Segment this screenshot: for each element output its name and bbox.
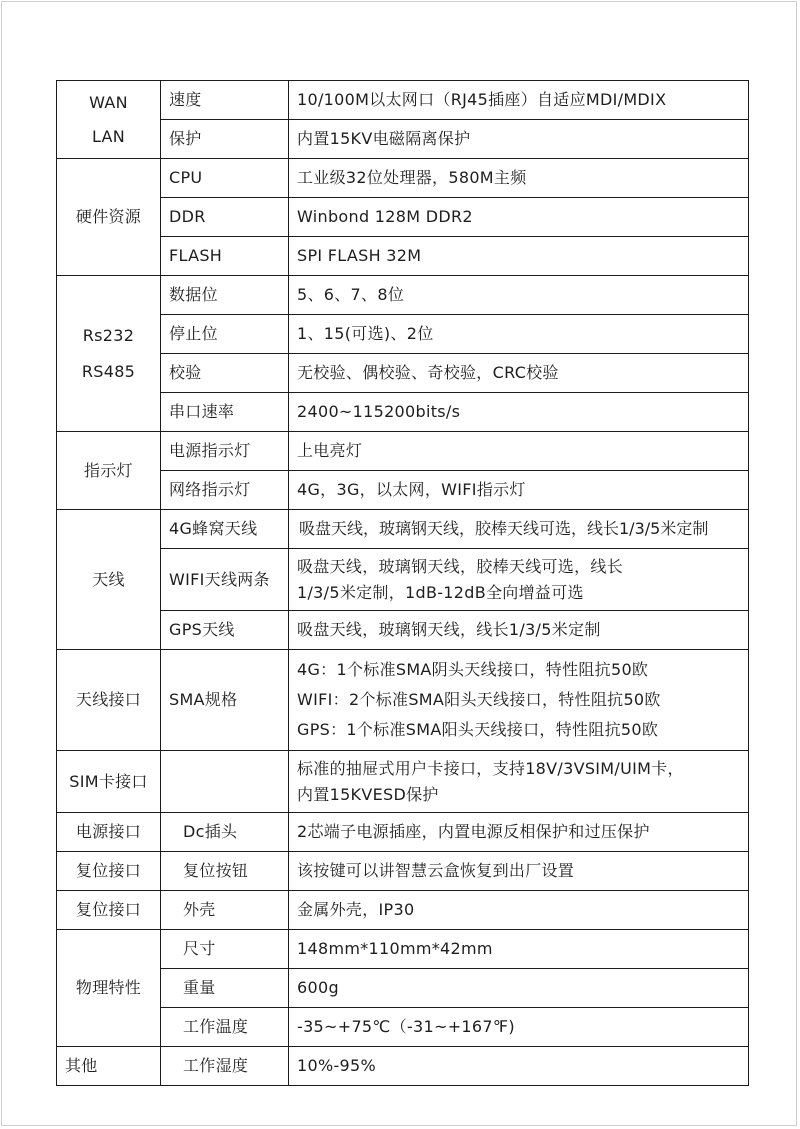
group-other: 其他: [57, 1047, 161, 1086]
label-shell: 外壳: [161, 891, 289, 930]
table-row: [57, 930, 749, 969]
table-row: [57, 432, 749, 471]
value-sma: 4G：1个标准SMA阴头天线接口，特性阻抗50欧 WIFI：2个标准SMA阳头天线接口，特性阻抗50欧 GPS：1个标准SMA阳头天线接口，特性阻抗50欧: [289, 650, 749, 751]
table-row: [57, 471, 749, 510]
table-row: [57, 198, 749, 237]
table-row: [57, 650, 749, 751]
group-antenna: 天线: [57, 510, 161, 650]
table-row: [57, 852, 749, 891]
value-cpu: 工业级32位处理器，580M主频: [289, 159, 749, 198]
group-shell: 复位接口: [57, 891, 161, 930]
table-row: [57, 510, 749, 549]
label-baud: 串口速率: [161, 393, 289, 432]
value-stop-bits: 1、15(可选)、2位: [289, 315, 749, 354]
label-data-bits: 数据位: [161, 276, 289, 315]
table-row: [57, 1008, 749, 1047]
label-op-temp: 工作温度: [161, 1008, 289, 1047]
group-antenna-interface: 天线接口: [57, 650, 161, 751]
value-dc: 2芯端子电源插座，内置电源反相保护和过压保护: [289, 813, 749, 852]
table-row: [57, 1047, 749, 1086]
table-row: [57, 81, 749, 120]
label-weight: 重量: [161, 969, 289, 1008]
value-parity: 无校验、偶校验、奇校验，CRC校验: [289, 354, 749, 393]
group-sim-interface: SIM卡接口: [57, 751, 161, 813]
value-ddr: Winbond 128M DDR2: [289, 198, 749, 237]
label-net-led: 网络指示灯: [161, 471, 289, 510]
value-ant-4g: 吸盘天线，玻璃钢天线，胶棒天线可选，线长1/3/5米定制: [289, 510, 749, 549]
table-row: [57, 813, 749, 852]
value-sim: 标准的抽屉式用户卡接口，支持18V/3VSIM/UIM卡， 内置15KVESD保护: [289, 751, 749, 813]
group-wan-lan: WAN LAN: [57, 81, 161, 159]
table-row: [57, 549, 749, 611]
table-row: [57, 891, 749, 930]
label-parity: 校验: [161, 354, 289, 393]
table-row: [57, 276, 749, 315]
value-power-led: 上电亮灯: [289, 432, 749, 471]
table-row: [57, 393, 749, 432]
value-speed: 10/100M以太网口（RJ45插座）自适应MDI/MDIX: [289, 81, 749, 120]
label-speed: 速度: [161, 81, 289, 120]
value-flash: SPI FLASH 32M: [289, 237, 749, 276]
spec-table: [56, 80, 749, 1086]
group-serial: Rs232 RS485: [57, 276, 161, 432]
label-cpu: CPU: [161, 159, 289, 198]
table-row: [57, 354, 749, 393]
label-ant-wifi: WIFI天线两条: [161, 549, 289, 611]
label-dc: Dc插头: [161, 813, 289, 852]
value-ant-gps: 吸盘天线，玻璃钢天线，线长1/3/5米定制: [289, 611, 749, 650]
label-size: 尺寸: [161, 930, 289, 969]
value-protection: 内置15KV电磁隔离保护: [289, 120, 749, 159]
label-op-humidity: 工作湿度: [161, 1047, 289, 1086]
table-row: [57, 751, 749, 813]
table-row: [57, 159, 749, 198]
label-protection: 保护: [161, 120, 289, 159]
label-ant-gps: GPS天线: [161, 611, 289, 650]
group-power-interface: 电源接口: [57, 813, 161, 852]
table-row: [57, 969, 749, 1008]
value-baud: 2400~115200bits/s: [289, 393, 749, 432]
value-op-humidity: 10%-95%: [289, 1047, 749, 1086]
value-data-bits: 5、6、7、8位: [289, 276, 749, 315]
label-reset-button: 复位按钮: [161, 852, 289, 891]
value-net-led: 4G，3G，以太网，WIFI指示灯: [289, 471, 749, 510]
label-power-led: 电源指示灯: [161, 432, 289, 471]
label-ant-4g: 4G蜂窝天线: [161, 510, 289, 549]
group-reset-interface: 复位接口: [57, 852, 161, 891]
table-row: [57, 120, 749, 159]
value-ant-wifi: 吸盘天线，玻璃钢天线，胶棒天线可选，线长 1/3/5米定制，1dB-12dB全向增益可选: [289, 549, 749, 611]
label-flash: FLASH: [161, 237, 289, 276]
value-op-temp: -35~+75℃（-31~+167℉): [289, 1008, 749, 1047]
label-stop-bits: 停止位: [161, 315, 289, 354]
table-row: [57, 315, 749, 354]
group-indicator: 指示灯: [57, 432, 161, 510]
value-reset-button: 该按键可以讲智慧云盒恢复到出厂设置: [289, 852, 749, 891]
table-row: [57, 237, 749, 276]
value-weight: 600g: [289, 969, 749, 1008]
value-shell: 金属外壳，IP30: [289, 891, 749, 930]
label-sim: [161, 751, 289, 813]
label-sma: SMA规格: [161, 650, 289, 751]
label-ddr: DDR: [161, 198, 289, 237]
group-physical: 物理特性: [57, 930, 161, 1047]
group-hardware: 硬件资源: [57, 159, 161, 276]
table-row: [57, 611, 749, 650]
value-size: 148mm*110mm*42mm: [289, 930, 749, 969]
